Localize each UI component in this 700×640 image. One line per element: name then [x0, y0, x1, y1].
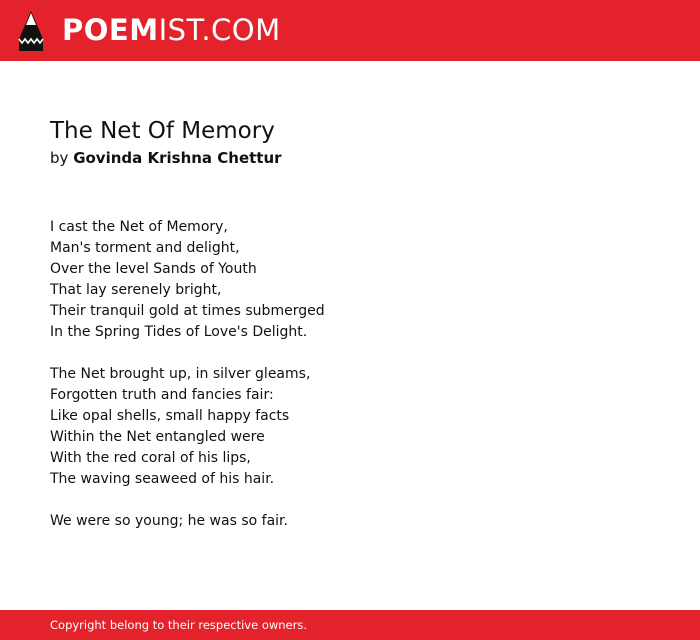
poem-line: Like opal shells, small happy facts: [50, 408, 290, 424]
logo-light-text: IST.COM: [158, 13, 281, 47]
site-header: [0, 0, 700, 61]
poem-line: With the red coral of his lips,: [50, 450, 251, 466]
poem-line: That lay serenely bright,: [50, 282, 222, 298]
stanza-2: [50, 364, 650, 490]
poem-body: [50, 217, 650, 532]
site-logo-text: [62, 0, 281, 61]
poem-line: Within the Net entangled were: [50, 429, 265, 445]
poem-line: I cast the Net of Memory,: [50, 219, 228, 235]
poem-line: The waving seaweed of his hair.: [50, 471, 275, 487]
site-logo-link[interactable]: [18, 0, 281, 61]
poem-line: In the Spring Tides of Love's Delight.: [50, 324, 308, 340]
byline-prefix: by: [50, 149, 69, 167]
poem-line: Forgotten truth and fancies fair:: [50, 387, 274, 403]
stanza-1: [50, 217, 650, 343]
copyright-text: Copyright belong to their respective owners.: [50, 618, 308, 632]
poem-line: Man's torment and delight,: [50, 240, 240, 256]
poem-line: The Net brought up, in silver gleams,: [50, 366, 311, 382]
logo-strong-text: POEM: [62, 13, 159, 47]
poem-line: Over the level Sands of Youth: [50, 261, 257, 277]
poem-title: The Net Of Memory: [50, 118, 275, 144]
poem-content: [50, 115, 650, 553]
poem-line: Their tranquil gold at times submerged: [50, 303, 325, 319]
author-link[interactable]: Govinda Krishna Chettur: [73, 149, 282, 167]
byline: [50, 147, 650, 169]
site-footer: [0, 610, 700, 640]
poem-line: We were so young; he was so fair.: [50, 513, 288, 529]
pen-nib-icon: [18, 10, 44, 52]
stanza-3: [50, 511, 650, 532]
